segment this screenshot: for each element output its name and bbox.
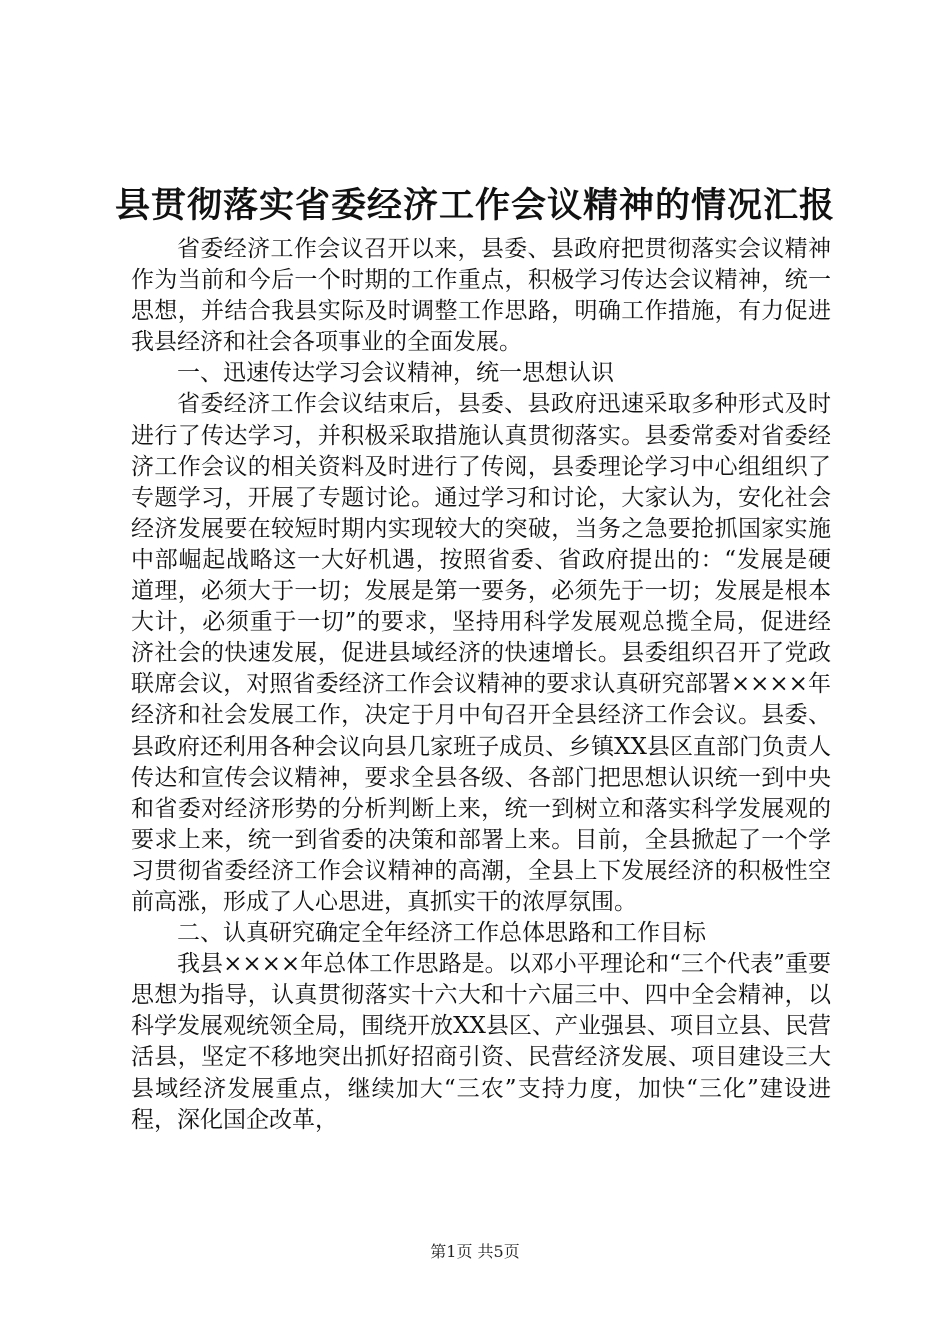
document-title: 县贯彻落实省委经济工作会议精神的情况汇报 [114, 186, 835, 226]
section-1-paragraph: 省委经济工作会议结束后，县委、县政府迅速采取多种形式及时进行了传达学习，并积极采取措施认真贯彻落实。县委常委对省委经济工作会议的相关资料及时进行了传阅，县委理论学习中心组组织了专题学习，开展了专题讨论。通过学习和讨论，大家认为，安化社会经济发展要在较短时期内实现较大的突破，当务之急要抢抓国家实施中部崛起战略这一大好机遇，按照省委、省政府提出的：“发展是硬道理，必须大于一切；发展是第一要务，必须先于一切；发展是根本大计，必须重于一切”的要求，坚持用科学发展观总揽全局，促进经济社会的快速发展，促进县域经济的快速增长。县委组织召开了党政联席会议，对照省委经济工作会议精神的要求认真研究部署××××年经济和社会发展工作，决定于月中旬召开全县经济工作会议。县委、县政府还利用各种会议向县几家班子成员、乡镇XX县区直部门负责人传达和宣传会议精神，要求全县各级、各部门把思想认识统一到中央和省委对经济形势的分析判断上来，统一到树立和落实科学发展观的要求上来，统一到省委的决策和部署上来。目前，全县掀起了一个学习贯彻省委经济工作会议精神的高潮，全县上下发展经济的积极性空前高涨，形成了人心思进，真抓实干的浓厚氛围。 [131, 391, 831, 915]
section-2-paragraph: 我县××××年总体工作思路是。以邓小平理论和“三个代表”重要思想为指导，认真贯彻落实十六大和十六届三中、四中全会精神，以科学发展观统领全局，围绕开放XX县区、产业强县、项目立县、民营活县，坚定不移地突出抓好招商引资、民营经济发展、项目建设三大县域经济发展重点，继续加大“三农”支持力度，加快“三化”建设进程，深化国企改革， [131, 951, 831, 1133]
document-body [131, 234, 831, 1136]
section-heading-1: 一、迅速传达学习会议精神，统一思想认识 [177, 360, 614, 387]
page-number-footer: 第1页 共5页 [430, 1242, 520, 1261]
intro-paragraph: 省委经济工作会议召开以来，县委、县政府把贯彻落实会议精神作为当前和今后一个时期的工作重点，积极学习传达会议精神，统一思想，并结合我县实际及时调整工作思路，明确工作措施，有力促进我县经济和社会各项事业的全面发展。 [131, 236, 831, 356]
section-heading-2: 二、认真研究确定全年经济工作总体思路和工作目标 [177, 920, 706, 947]
